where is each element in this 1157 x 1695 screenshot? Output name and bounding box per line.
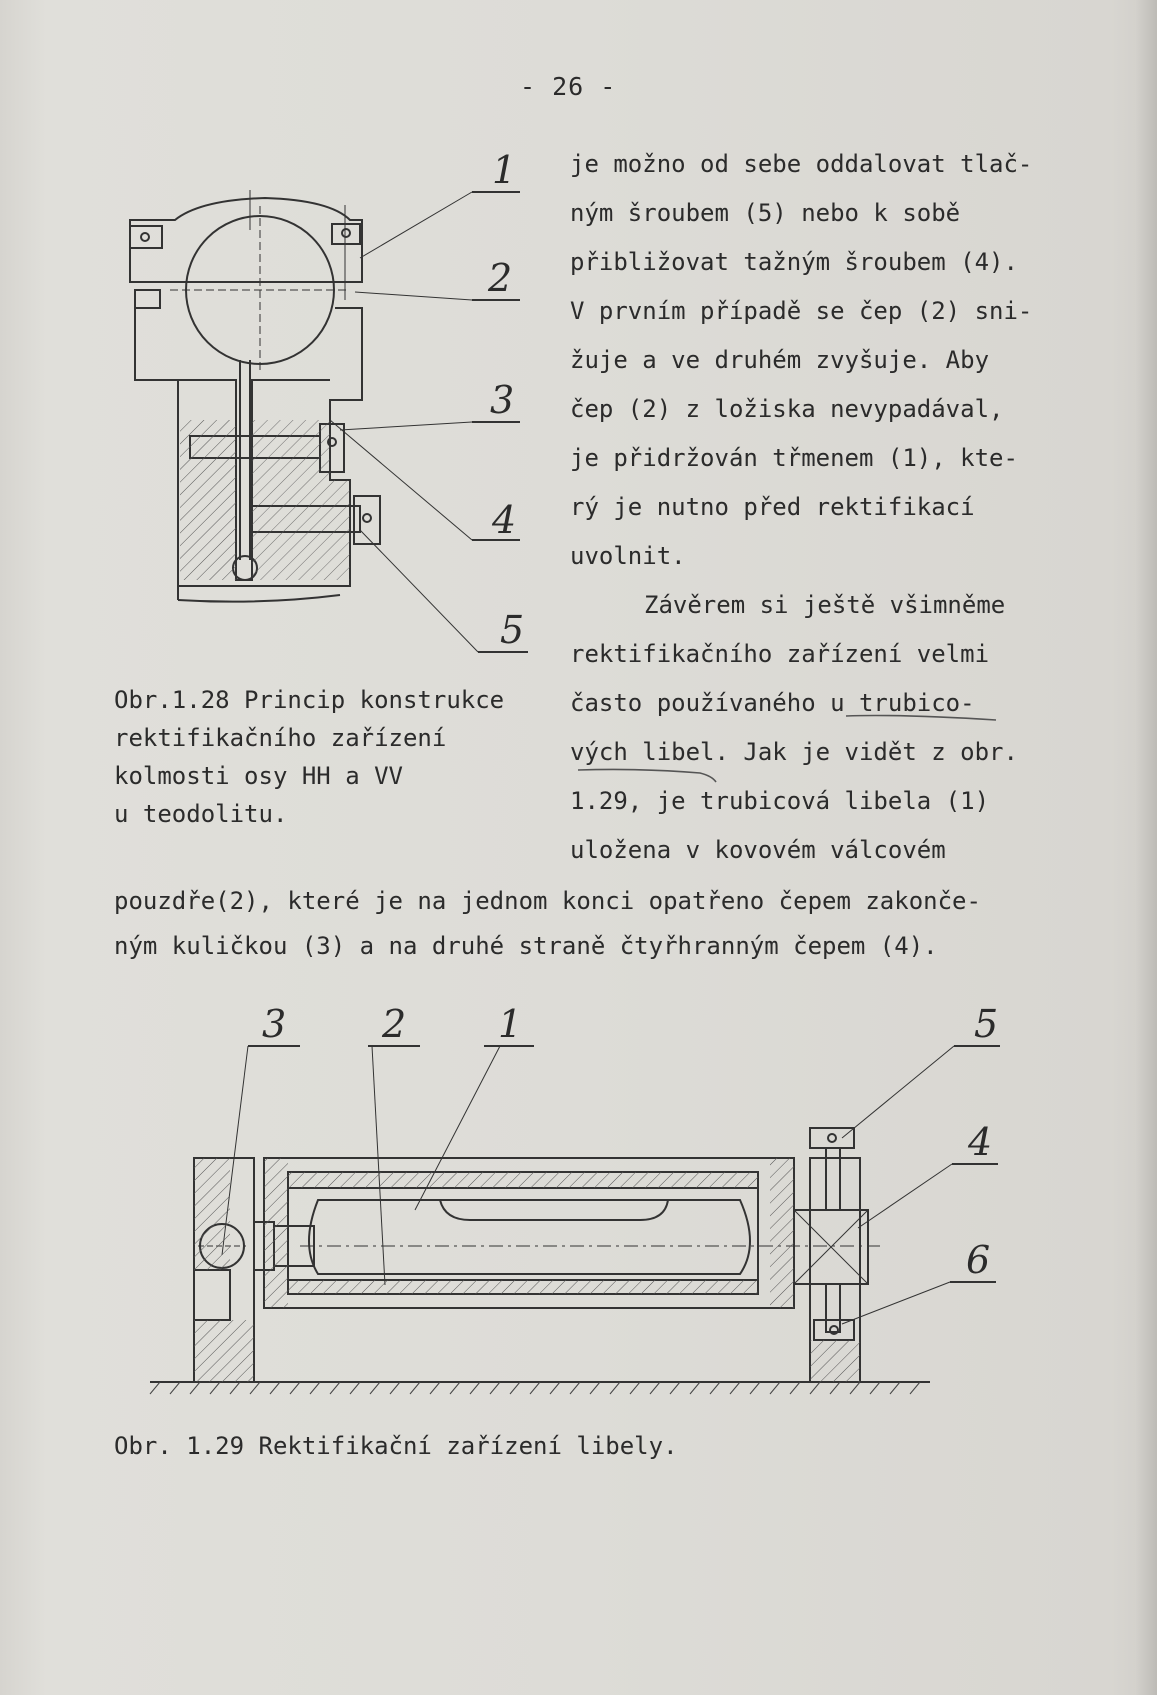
callout-number: 1	[498, 1002, 523, 1046]
callout-number: 3	[490, 378, 515, 422]
callout-number: 4	[492, 498, 517, 542]
text-line: ným šroubem (5) nebo k sobě	[570, 199, 961, 227]
callout-number: 1	[492, 148, 517, 192]
text-line: čep (2) z ložiska nevypadával,	[570, 395, 1004, 423]
figure-caption-line: Obr.1.28 Princip konstrukce	[114, 686, 505, 714]
callout-number: 6	[966, 1238, 991, 1282]
text-line: často používaného u trubico-	[570, 689, 975, 717]
text-line: V prvním případě se čep (2) sni-	[570, 297, 1033, 325]
figure-caption: Obr. 1.29 Rektifikační zařízení libely.	[114, 1432, 678, 1460]
figure-caption-line: rektifikačního zařízení	[114, 724, 447, 752]
text-line: uložena v kovovém válcovém	[570, 836, 946, 864]
text-line: přibližovat tažným šroubem (4).	[570, 248, 1018, 276]
text-line: ným kuličkou (3) a na druhé straně čtyřhranným čepem (4).	[114, 932, 938, 960]
callout-number: 4	[968, 1120, 993, 1164]
text-line: je možno od sebe oddalovat tlač-	[570, 150, 1033, 178]
callout-number: 5	[500, 608, 525, 652]
figure-caption-line: kolmosti osy HH a VV	[114, 762, 403, 790]
text-line: rý je nutno před rektifikací	[570, 493, 975, 521]
callout-number: 5	[974, 1002, 999, 1046]
text-line: rektifikačního zařízení velmi	[570, 640, 990, 668]
text-line: uvolnit.	[570, 542, 686, 570]
text-line: vých libel. Jak je vidět z obr.	[570, 738, 1018, 766]
callout-number: 2	[382, 1002, 407, 1046]
page-edge-shadow	[1135, 0, 1157, 1695]
text-line: žuje a ve druhém zvyšuje. Aby	[570, 346, 990, 374]
figure-caption-line: u teodolitu.	[114, 800, 288, 828]
text-line: Závěrem si ještě všimněme	[644, 591, 1006, 619]
callout-number: 2	[488, 256, 513, 300]
callout-number: 3	[262, 1002, 287, 1046]
text-line: je přidržován třmenem (1), kte-	[570, 444, 1018, 472]
text-line: 1.29, je trubicová libela (1)	[570, 787, 990, 815]
text-line: pouzdře(2), které je na jednom konci opatřeno čepem zakonče-	[114, 887, 981, 915]
page-number: - 26 -	[520, 72, 617, 101]
